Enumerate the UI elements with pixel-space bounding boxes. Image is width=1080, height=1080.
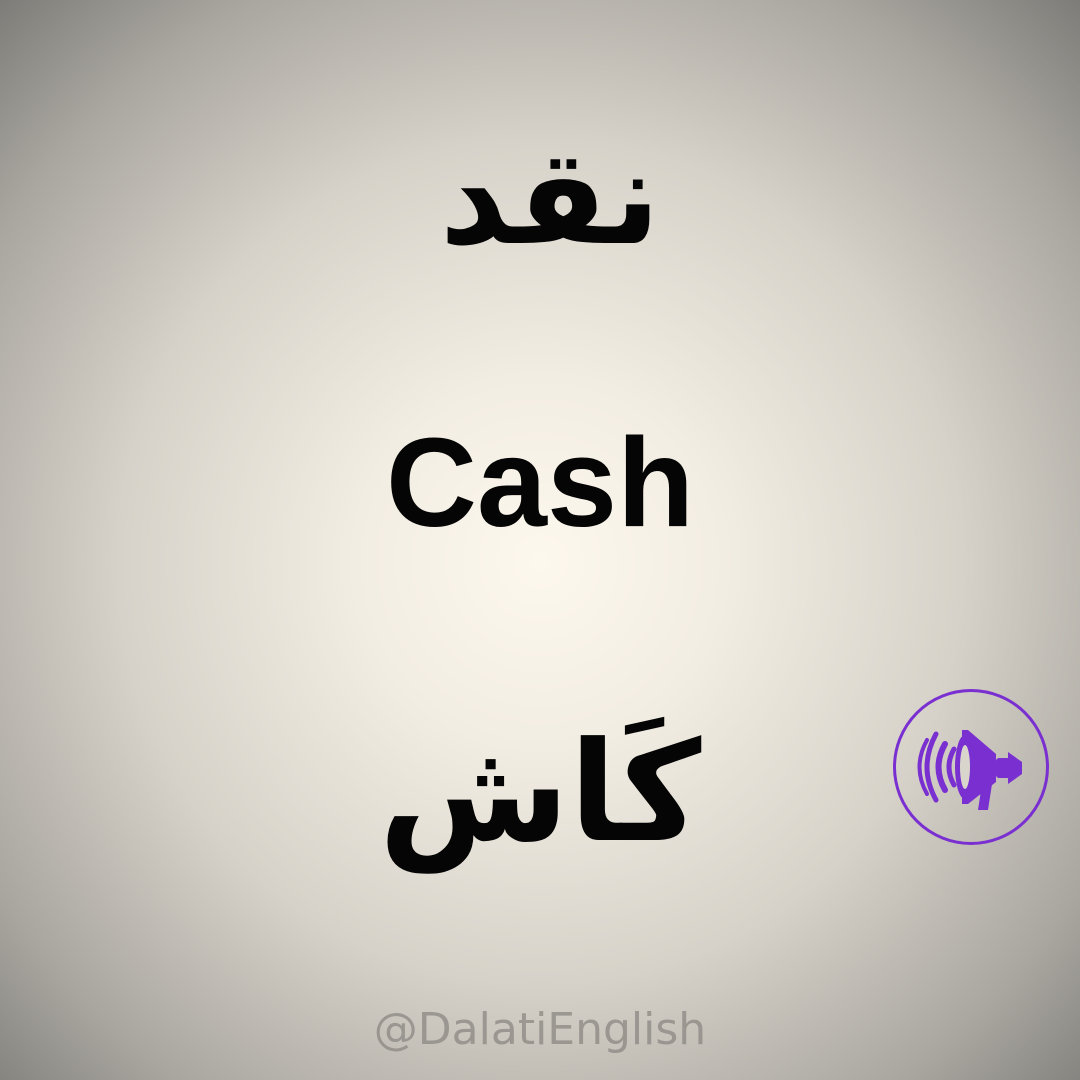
watermark: @DalatiEnglish bbox=[373, 1004, 707, 1055]
arabic-word: نقد bbox=[439, 121, 661, 275]
megaphone-icon bbox=[896, 692, 1046, 842]
pronunciation-word: كَاش bbox=[378, 712, 702, 873]
pronunciation-audio-button[interactable] bbox=[893, 689, 1049, 845]
english-word: Cash bbox=[385, 412, 695, 553]
